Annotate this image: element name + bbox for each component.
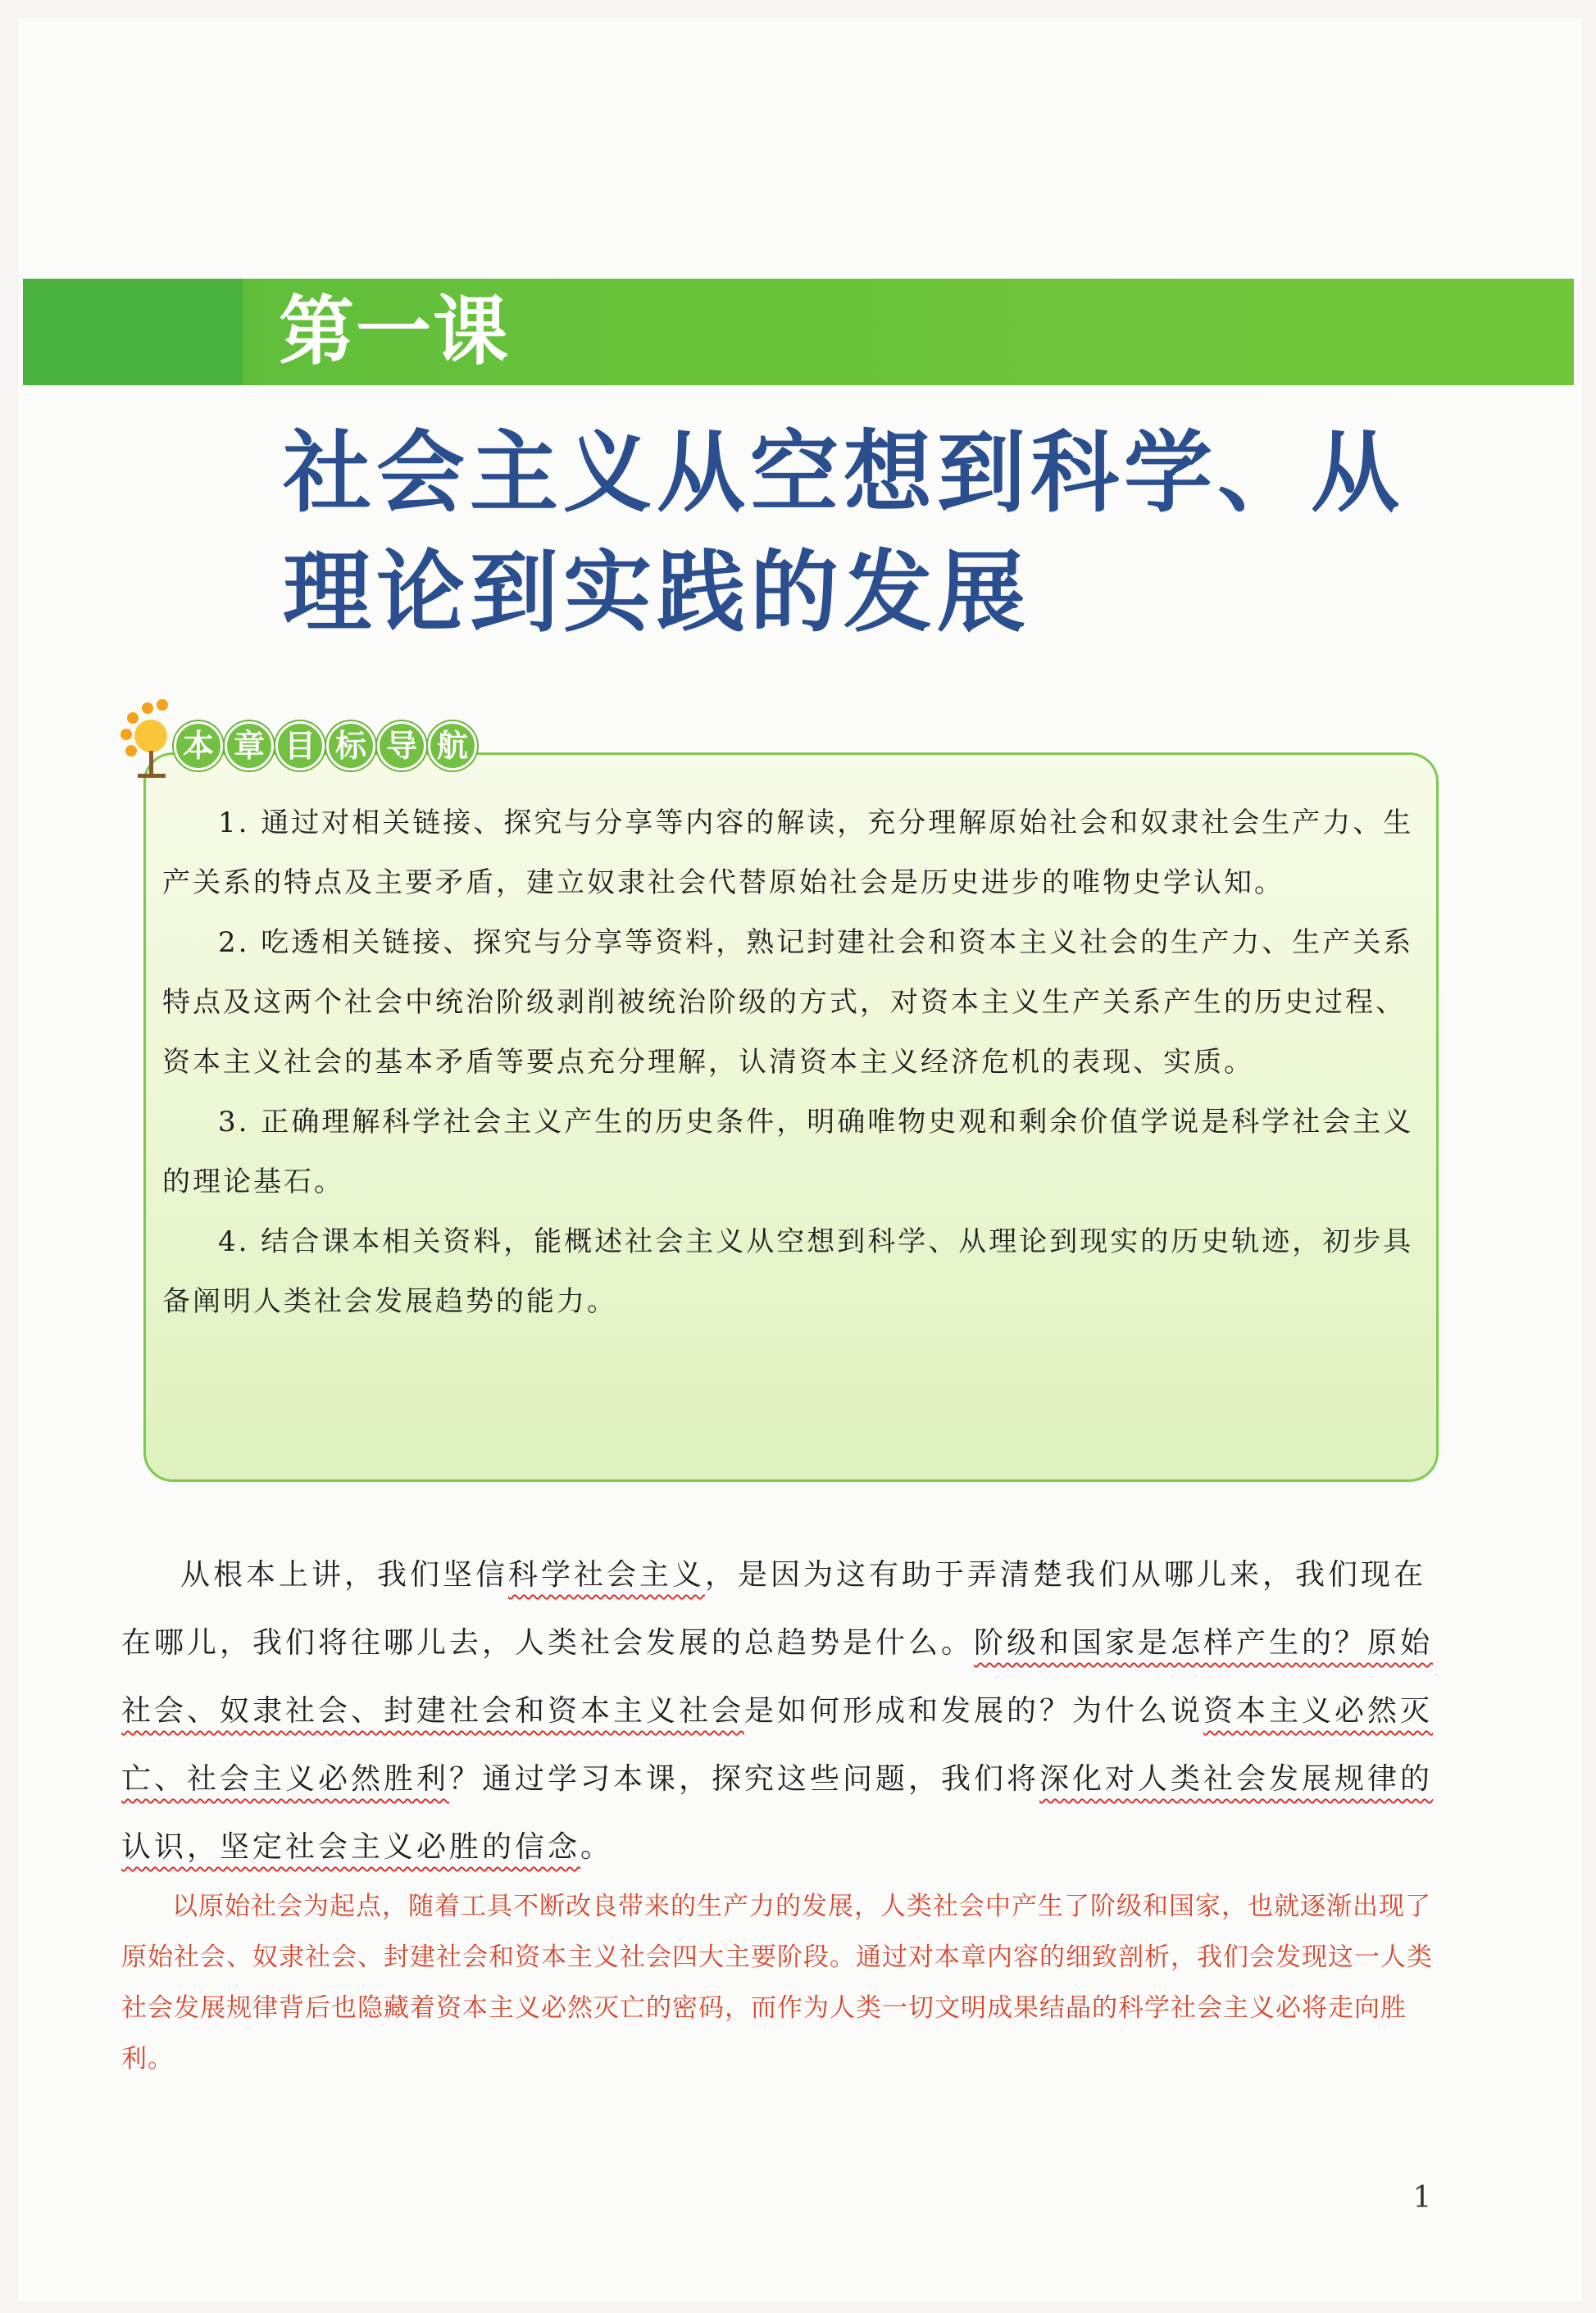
intro-text: 是如何形成和发展的？为什么说 xyxy=(744,1694,1204,1728)
intro-text: ？通过学习本课，探究这些问题，我们将 xyxy=(449,1762,1040,1796)
tag-char: 标 xyxy=(326,721,375,770)
lesson-banner xyxy=(23,279,1574,385)
intro-paragraph xyxy=(121,1541,1441,1881)
goal-item: 2. 吃透相关链接、探究与分享等资料，熟记封建社会和资本主义社会的生产力、生产关系特点及这两个社会中统治阶级剥削被统治阶级的方式，对资本主义生产关系产生的历史过程、资本主义社会的基本矛盾等要点充分理解，认清资本主义经济危机的表现、实质。 xyxy=(162,926,1414,1079)
lesson-title: 社会主义从空想到科学、从理论到实践的发展 xyxy=(283,422,1405,644)
chapter-goals-list xyxy=(162,793,1416,1332)
intro-text: 。 xyxy=(580,1830,614,1864)
tag-char: 本 xyxy=(174,721,223,770)
annotation-note xyxy=(121,1881,1441,2084)
intro-text: 从根本上讲，我们坚信 xyxy=(180,1558,509,1592)
goal-item: 1. 通过对相关链接、探究与分享等内容的解读，充分理解原始社会和奴隶社会生产力、生产关系的特点及主要矛盾，建立奴隶社会代替原始社会是历史进步的唯物史学认知。 xyxy=(162,807,1414,899)
tag-char: 目 xyxy=(275,721,325,770)
page-number: 1 xyxy=(1412,2181,1432,2215)
annotation-text: 以原始社会为起点，随着工具不断改良带来的生产力的发展，人类社会中产生了阶级和国家，也就逐渐出现了原始社会、奴隶社会、封建社会和资本主义社会四大主要阶段。通过对本章内容的细致剖析，我们会发现这一人类社会发展规律背后也隐藏着资本主义必然灭亡的密码，而作为人类一切文明成果结晶的科学社会主义必将走向胜利。 xyxy=(121,1892,1433,2074)
banner-accent xyxy=(23,279,243,385)
intro-highlight: 阶级和国家是怎样产生的？原始社会、奴隶社会、封建社会和资本主义社会 xyxy=(121,1626,1434,1728)
intro-highlight: 深化对人类社会发展规律的认识，坚定社会主义必胜的信念 xyxy=(121,1762,1434,1864)
tag-char: 章 xyxy=(225,721,274,770)
intro-highlight: 资本主义必然灭亡、社会主义必然胜利 xyxy=(121,1694,1434,1796)
lesson-label: 第一课 xyxy=(279,288,511,375)
intro-highlight: 科学社会主义 xyxy=(508,1558,706,1592)
goal-item: 3. 正确理解科学社会主义产生的历史条件，明确唯物史观和剩余价值学说是科学社会主义的理论基石。 xyxy=(162,1106,1414,1198)
chapter-goals-tag xyxy=(115,697,484,787)
tag-char: 导 xyxy=(377,721,426,770)
tag-char: 航 xyxy=(428,721,477,770)
goal-item: 4. 结合课本相关资料，能概述社会主义从空想到科学、从理论到现实的历史轨迹，初步具备阐明人类社会发展趋势的能力。 xyxy=(162,1225,1414,1318)
intro-text: ，是因为这有助于弄清楚我们从哪儿来，我们现在在哪儿，我们将往哪儿去，人类社会发展的总趋势是什么。 xyxy=(121,1558,1427,1660)
